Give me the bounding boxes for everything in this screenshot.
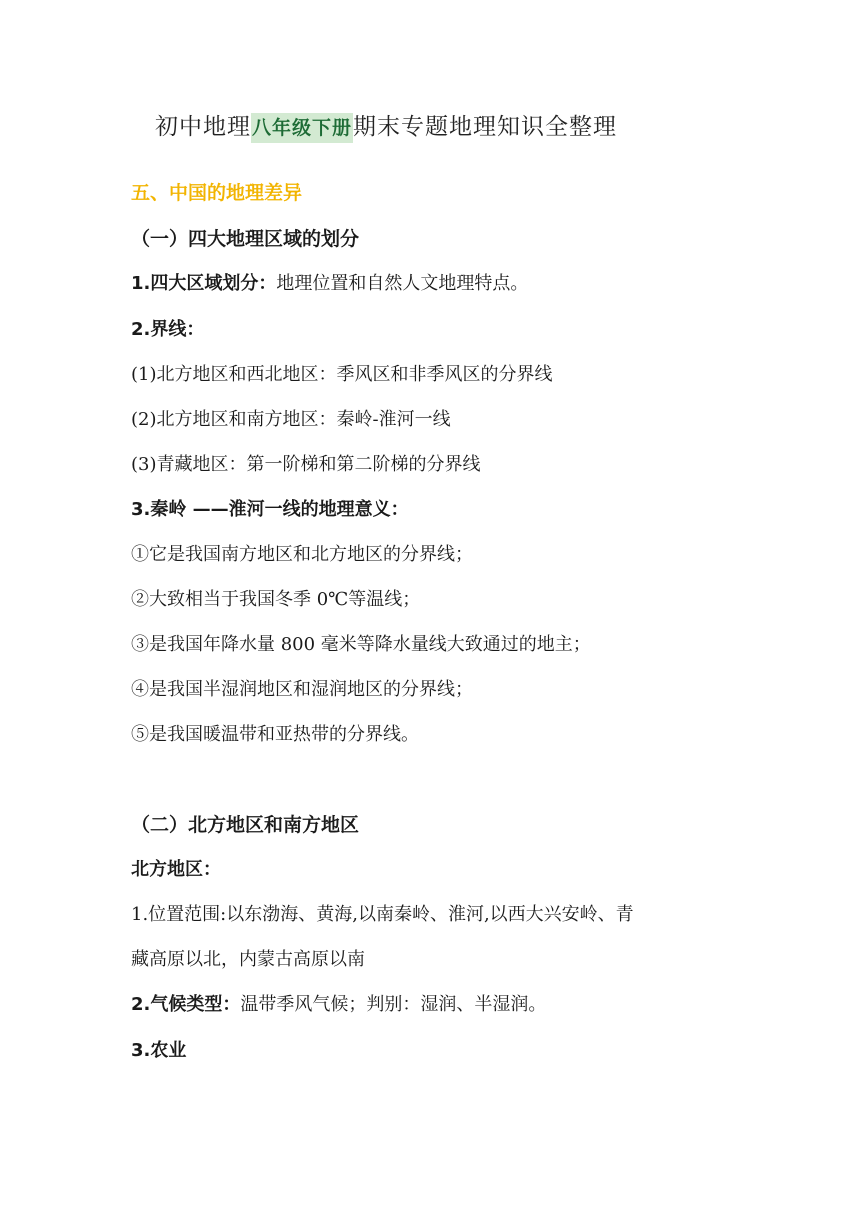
item-1-label: 1.四大区域划分： [131,273,277,294]
climate-label: 2.气候类型： [131,994,241,1015]
subsection-heading-2: （二）北方地区和南方地区 [131,814,360,836]
item-1 [131,271,528,297]
subsection-heading-1: （一）四大地理区域的划分 [131,228,360,250]
boundary-line-2: (2)北方地区和南方地区：秦岭-淮河一线 [131,409,451,430]
significance-point-5: ⑤是我国暖温带和亚热带的分界线。 [131,724,419,745]
title-highlight: 八年级下册 [251,113,353,143]
boundary-line-3: (3)青藏地区：第一阶梯和第二阶梯的分界线 [131,454,481,475]
significance-point-2: ②大致相当于我国冬季 0℃等温线； [131,589,421,610]
item-3-label: 3.秦岭 ——淮河一线的地理意义： [131,499,409,520]
significance-point-3: ③是我国年降水量 800 毫米等降水量线大致通过的地主； [131,634,591,655]
item-1-text: 地理位置和自然人文地理特点。 [276,273,529,294]
location-line-2: 藏高原以北，内蒙古高原以南 [131,949,365,970]
boundary-line-1: (1)北方地区和西北地区：季风区和非季风区的分界线 [131,364,553,385]
climate-item [131,992,546,1018]
page-title [155,108,617,141]
significance-point-4: ④是我国半湿润地区和湿润地区的分界线； [131,679,473,700]
location-line-1: 1.位置范围:以东渤海、黄海,以南秦岭、淮河,以西大兴安岭、青 [131,904,634,925]
significance-point-1: ①它是我国南方地区和北方地区的分界线； [131,544,473,565]
item-2-label: 2.界线： [131,319,205,340]
title-prefix: 初中地理 [155,114,251,140]
agriculture-label: 3.农业 [131,1040,187,1061]
north-region-label: 北方地区： [131,859,221,880]
title-suffix: 期末专题地理知识全整理 [353,114,618,140]
section-heading-5: 五、中国的地理差异 [131,182,303,204]
climate-text: 温带季风气候；判别：湿润、半湿润。 [240,994,547,1015]
